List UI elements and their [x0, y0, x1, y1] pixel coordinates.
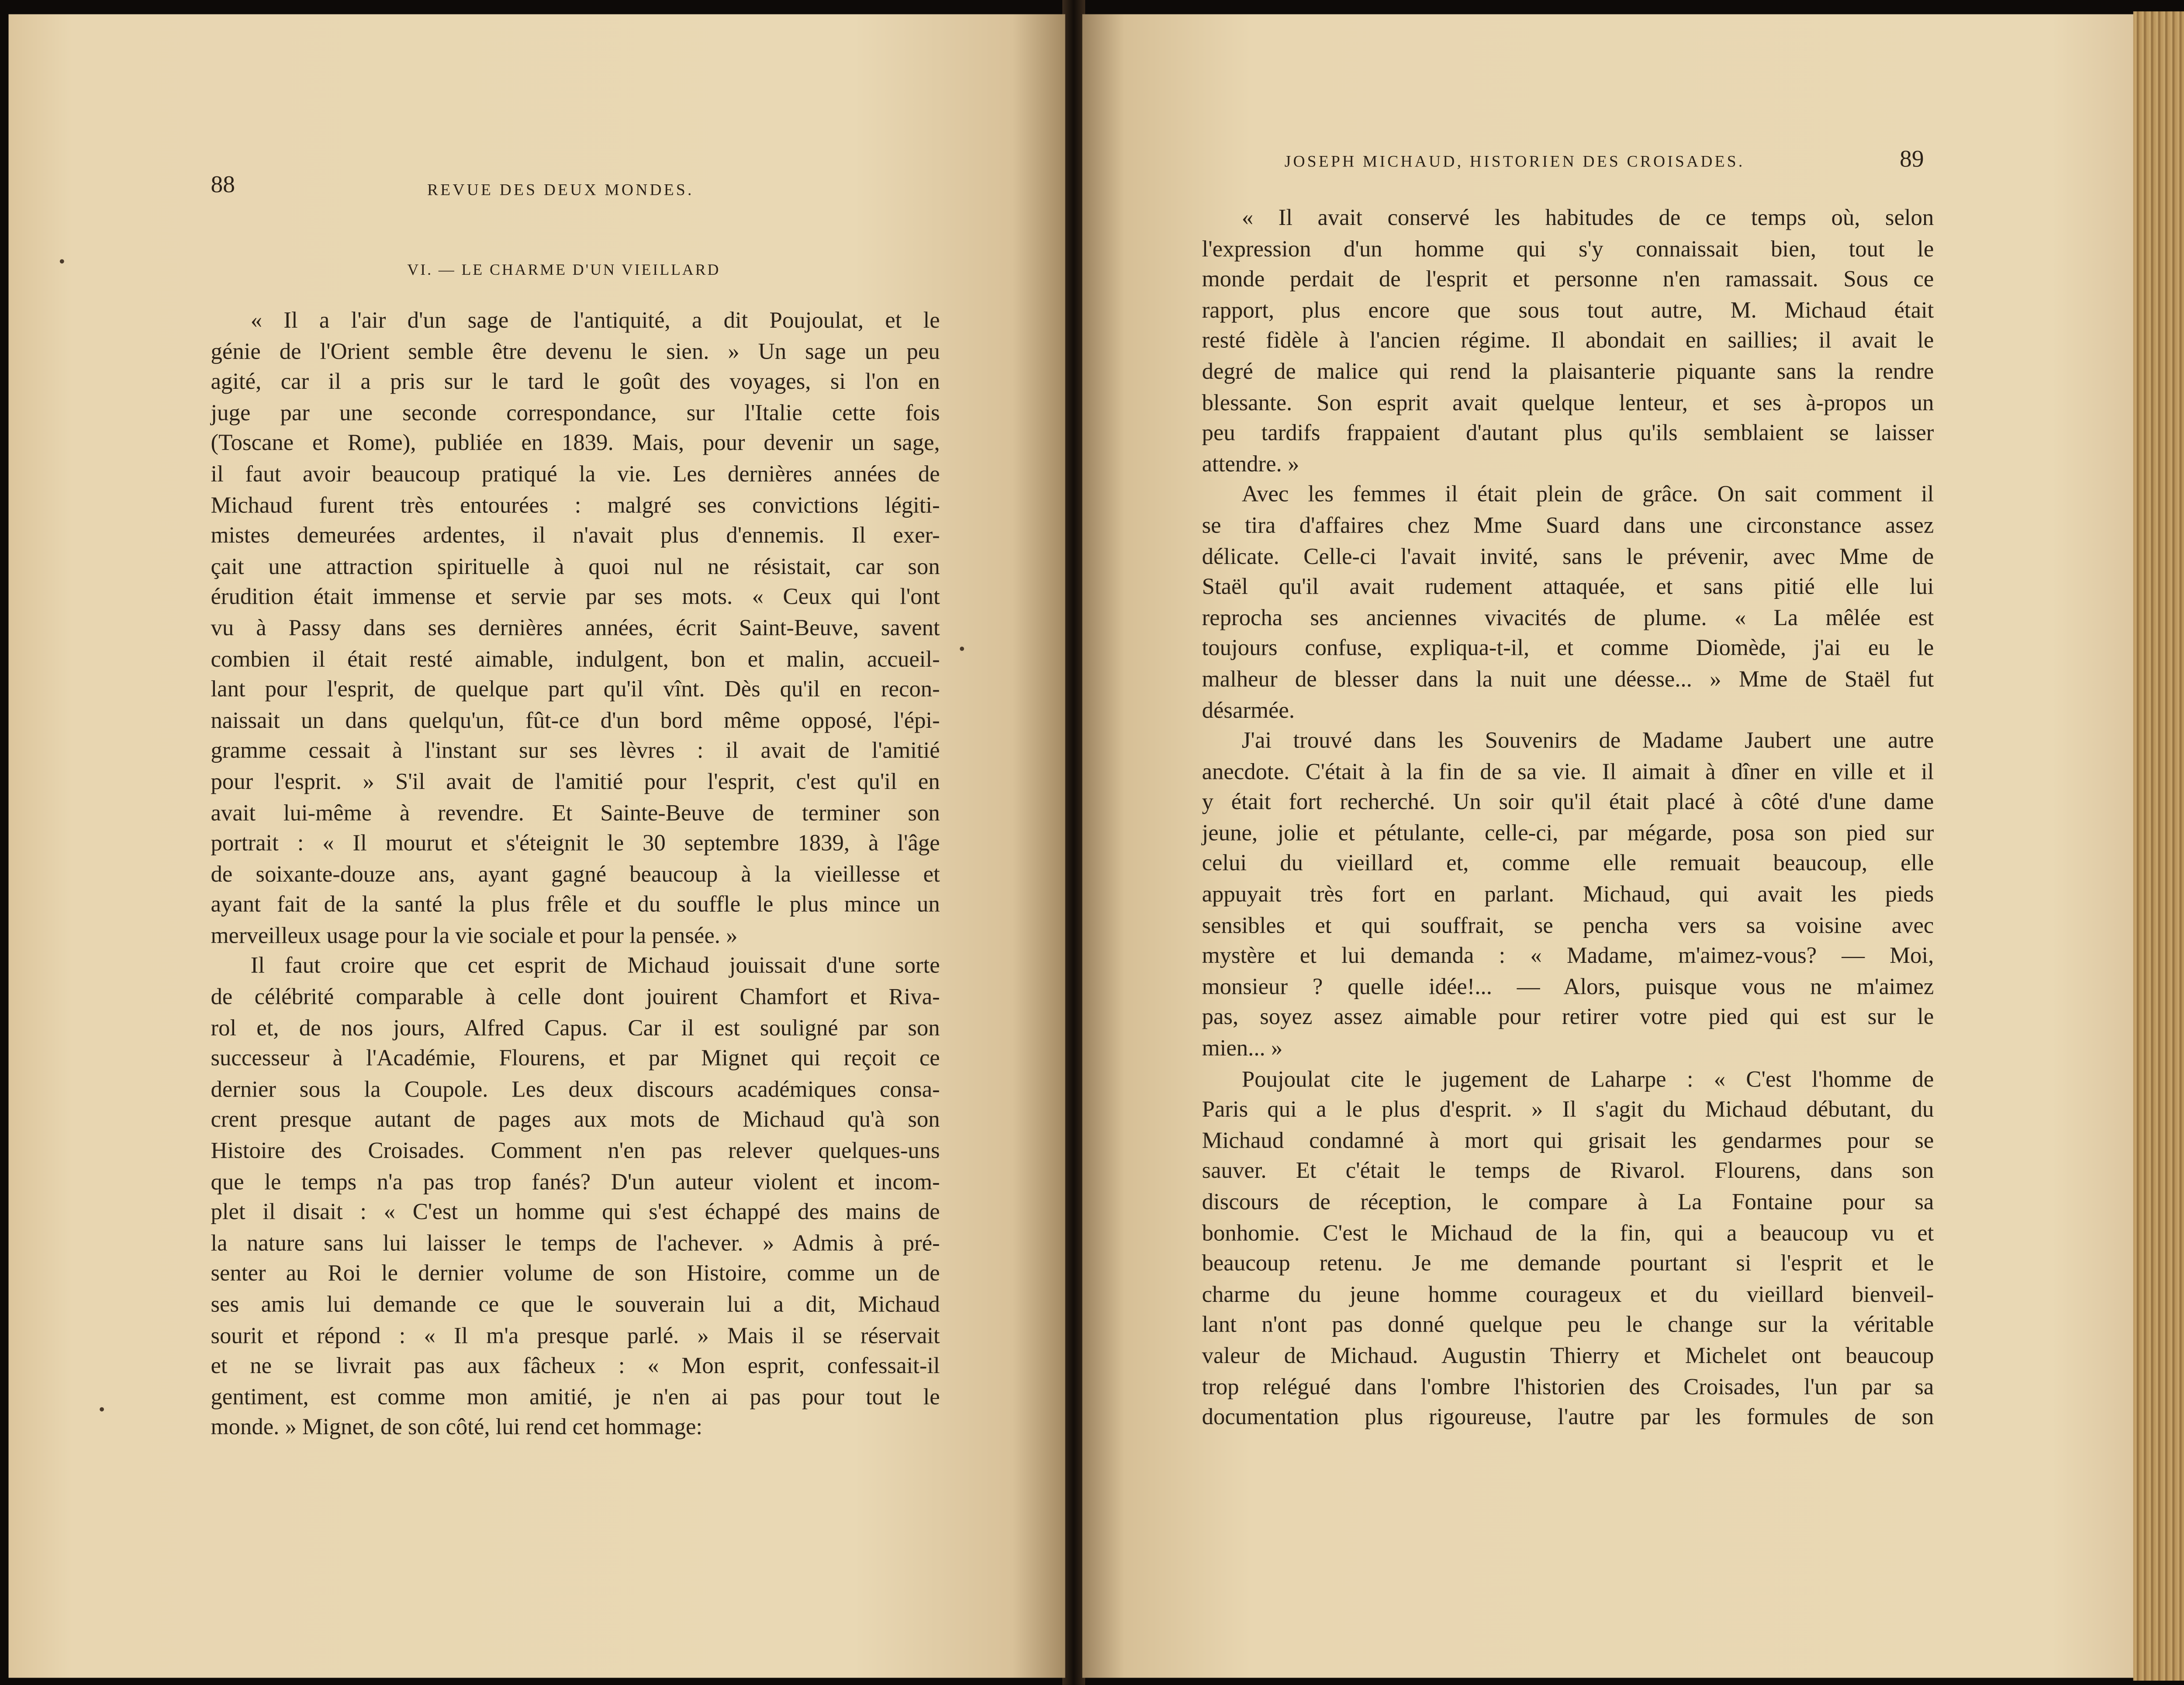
text-line: la nature sans lui laisser le temps de l'achever. » Admis à pré- — [211, 1230, 940, 1256]
text-line: « Il a l'air d'un sage de l'antiquité, a dit Poujoulat, et le — [250, 308, 940, 333]
text-line: merveilleux usage pour la vie sociale et pour la pensée. » — [211, 923, 738, 948]
text-line: rapport, plus encore que sous tout autre, M. Michaud était — [1202, 297, 1934, 323]
text-line: monde. » Mignet, de son côté, lui rend cet hommage: — [211, 1415, 703, 1441]
text-line: blessante. Son esprit avait quelque lenteur, et ses à-propos un — [1202, 389, 1934, 415]
text-line: bonhomie. C'est le Michaud de la fin, qui a beaucoup vu et — [1202, 1220, 1934, 1246]
text-line: Staël qu'il avait rudement attaquée, et sans pitié elle lui — [1202, 574, 1934, 600]
text-line: agité, car il a pris sur le tard le goût des voyages, si l'on en — [211, 369, 940, 395]
text-line: celui du vieillard et, comme elle remuait beaucoup, elle — [1202, 851, 1934, 877]
text-line: Il faut croire que cet esprit de Michaud jouissait d'une sorte — [250, 953, 940, 979]
page-edges — [2133, 11, 2184, 1681]
text-line: çait une attraction spirituelle à quoi nul ne résistait, car son — [211, 554, 940, 580]
text-line: pas, soyez assez aimable pour retirer votre pied qui est sur le — [1202, 1004, 1934, 1031]
text-line: monsieur ? quelle idée!... — Alors, puisque vous ne m'aimez — [1202, 974, 1934, 1000]
text-line: désarmée. — [1202, 697, 1295, 723]
right-page — [1082, 14, 2136, 1678]
text-line: avait lui-même à revendre. Et Sainte-Beuve de terminer son — [211, 799, 940, 826]
text-line: lant pour l'esprit, de quelque part qu'il vînt. Dès qu'il en recon- — [211, 677, 940, 702]
text-line: Histoire des Croisades. Comment n'en pas relever quelques-uns — [211, 1138, 940, 1164]
text-line: naissait un dans quelqu'un, fût-ce d'un bord même opposé, l'épi- — [211, 707, 940, 734]
text-line: il faut avoir beaucoup pratiqué la vie. Les dernières années de — [211, 461, 940, 487]
book-gutter — [1062, 0, 1085, 1685]
text-line: (Toscane et Rome), publiée en 1839. Mais, pour devenir un sage, — [211, 430, 940, 457]
text-line: dernier sous la Coupole. Les deux discours académiques consa- — [211, 1076, 940, 1102]
text-line: mistes demeurées ardentes, il n'avait plus d'ennemis. Il exer- — [211, 523, 940, 549]
text-line: de soixante-douze ans, ayant gagné beaucoup à la vieillesse et — [211, 861, 940, 887]
text-line: l'expression d'un homme qui s'y connaissait bien, tout le — [1202, 235, 1934, 262]
running-head-right: JOSEPH MICHAUD, HISTORIEN DES CROISADES. — [1284, 154, 1745, 171]
text-line: malheur de blesser dans la nuit une déesse... » Mme de Staël fut — [1202, 666, 1934, 692]
page-number-right: 89 — [1900, 145, 1924, 173]
text-line: valeur de Michaud. Augustin Thierry et Michelet ont beaucoup — [1202, 1343, 1934, 1369]
text-line: monde perdait de l'esprit et personne n'en ramassait. Sous ce — [1202, 266, 1934, 292]
text-line: Michaud furent très entourées : malgré ses convictions légiti- — [211, 492, 940, 518]
text-line: combien il était resté aimable, indulgent, bon et malin, accueil- — [211, 646, 940, 672]
left-body-text — [211, 306, 940, 1444]
text-line: peu tardifs frappaient d'autant plus qu'ils semblaient se laisser — [1202, 420, 1934, 446]
text-line: érudition était immense et servie par ses mots. « Ceux qui l'ont — [211, 584, 940, 610]
section-heading: VI. — LE CHARME D'UN VIEILLARD — [407, 262, 721, 279]
text-line: pour l'esprit. » S'il avait de l'amitié pour l'esprit, c'est qu'il en — [211, 769, 940, 795]
text-line: se tira d'affaires chez Mme Suard dans une circonstance assez — [1202, 512, 1934, 539]
text-line: « Il avait conservé les habitudes de ce temps où, selon — [1241, 205, 1934, 231]
text-line: anecdote. C'était à la fin de sa vie. Il aimait à dîner en ville et il — [1202, 758, 1934, 785]
text-line: jeune, jolie et pétulante, celle-ci, par mégarde, posa son pied sur — [1202, 820, 1934, 846]
running-head-left: REVUE DES DEUX MONDES. — [427, 182, 694, 200]
text-line: sourit et répond : « Il m'a presque parlé. » Mais il se réservait — [211, 1322, 940, 1349]
text-line: que le temps n'a pas trop fanés? D'un auteur violent et incom- — [211, 1169, 940, 1195]
text-line: y était fort recherché. Un soir qu'il était placé à côté d'une dame — [1202, 789, 1934, 815]
text-line: trop relégué dans l'ombre l'historien des Croisades, l'un par sa — [1202, 1374, 1934, 1400]
text-line: mien... » — [1202, 1035, 1283, 1061]
text-line: Michaud condamné à mort qui grisait les gendarmes pour se — [1202, 1128, 1934, 1154]
text-line: documentation plus rigoureuse, l'autre par les formules de son — [1202, 1405, 1934, 1430]
text-line: portrait : « Il mourut et s'éteignit le 30 septembre 1839, à l'âge — [211, 830, 940, 856]
paper-speck — [60, 259, 64, 263]
text-line: gramme cessait à l'instant sur ses lèvres : il avait de l'amitié — [211, 738, 940, 764]
text-line: lant n'ont pas donné quelque peu le change sur la véritable — [1202, 1312, 1934, 1338]
text-line: crent presque autant de pages aux mots de Michaud qu'à son — [211, 1107, 940, 1133]
text-line: génie de l'Orient semble être devenu le sien. » Un sage un peu — [211, 338, 940, 364]
paper-speck — [960, 647, 964, 651]
text-line: attendre. » — [1202, 451, 1299, 477]
text-line: sensibles et qui souffrait, se pencha vers sa voisine avec — [1202, 912, 1934, 938]
text-line: gentiment, est comme mon amitié, je n'en ai pas pour tout le — [211, 1384, 940, 1410]
text-line: J'ai trouvé dans les Souvenirs de Madame Jaubert une autre — [1241, 728, 1934, 754]
paper-speck — [100, 1407, 104, 1412]
text-line: sauver. Et c'était le temps de Rivarol. Flourens, dans son — [1202, 1158, 1934, 1184]
text-line: mystère et lui demanda : « Madame, m'aimez-vous? — Moi, — [1202, 943, 1934, 969]
text-line: de célébrité comparable à celle dont jouirent Chamfort et Riva- — [211, 984, 940, 1010]
text-line: Paris qui a le plus d'esprit. » Il s'agit du Michaud débutant, du — [1202, 1097, 1934, 1123]
text-line: successeur à l'Académie, Flourens, et par Mignet qui reçoit ce — [211, 1045, 940, 1072]
text-line: charme du jeune homme courageux et du vieillard bienveil- — [1202, 1281, 1934, 1308]
text-line: reprocha ses anciennes vivacités de plume. « La mêlée est — [1202, 605, 1934, 631]
text-line: senter au Roi le dernier volume de son Histoire, comme un de — [211, 1261, 940, 1287]
text-line: délicate. Celle-ci l'avait invité, sans le prévenir, avec Mme de — [1202, 543, 1934, 569]
text-line: Poujoulat cite le jugement de Laharpe : « C'est l'homme de — [1241, 1066, 1934, 1092]
text-line: resté fidèle à l'ancien régime. Il abondait en saillies; il avait le — [1202, 328, 1934, 354]
text-line: toujours confuse, expliqua-t-il, et comme Diomède, j'ai eu le — [1202, 636, 1934, 661]
right-body-text — [1202, 204, 1934, 1434]
text-line: ayant fait de la santé la plus frêle et du souffle le plus mince un — [211, 892, 940, 918]
text-line: discours de réception, le compare à La Fontaine pour sa — [1202, 1189, 1934, 1215]
text-line: rol et, de nos jours, Alfred Capus. Car il est souligné par son — [211, 1015, 940, 1041]
text-line: juge par une seconde correspondance, sur l'Italie cette fois — [211, 400, 940, 426]
text-line: et ne se livrait pas aux fâcheux : « Mon esprit, confessait-il — [211, 1353, 940, 1379]
text-line: beaucoup retenu. Je me demande pourtant si l'esprit et le — [1202, 1251, 1934, 1277]
text-line: degré de malice qui rend la plaisanterie piquante sans la rendre — [1202, 359, 1934, 385]
text-line: vu à Passy dans ses dernières années, écrit Saint-Beuve, savent — [211, 615, 940, 641]
text-line: Avec les femmes il était plein de grâce. On sait comment il — [1241, 482, 1934, 508]
page-number-left: 88 — [211, 171, 235, 198]
text-line: ses amis lui demande ce que le souverain lui a dit, Michaud — [211, 1292, 940, 1318]
left-page — [9, 14, 1065, 1678]
text-line: plet il disait : « C'est un homme qui s'est échappé des mains de — [211, 1199, 940, 1225]
text-line: appuyait très fort en parlant. Michaud, qui avait les pieds — [1202, 882, 1934, 907]
